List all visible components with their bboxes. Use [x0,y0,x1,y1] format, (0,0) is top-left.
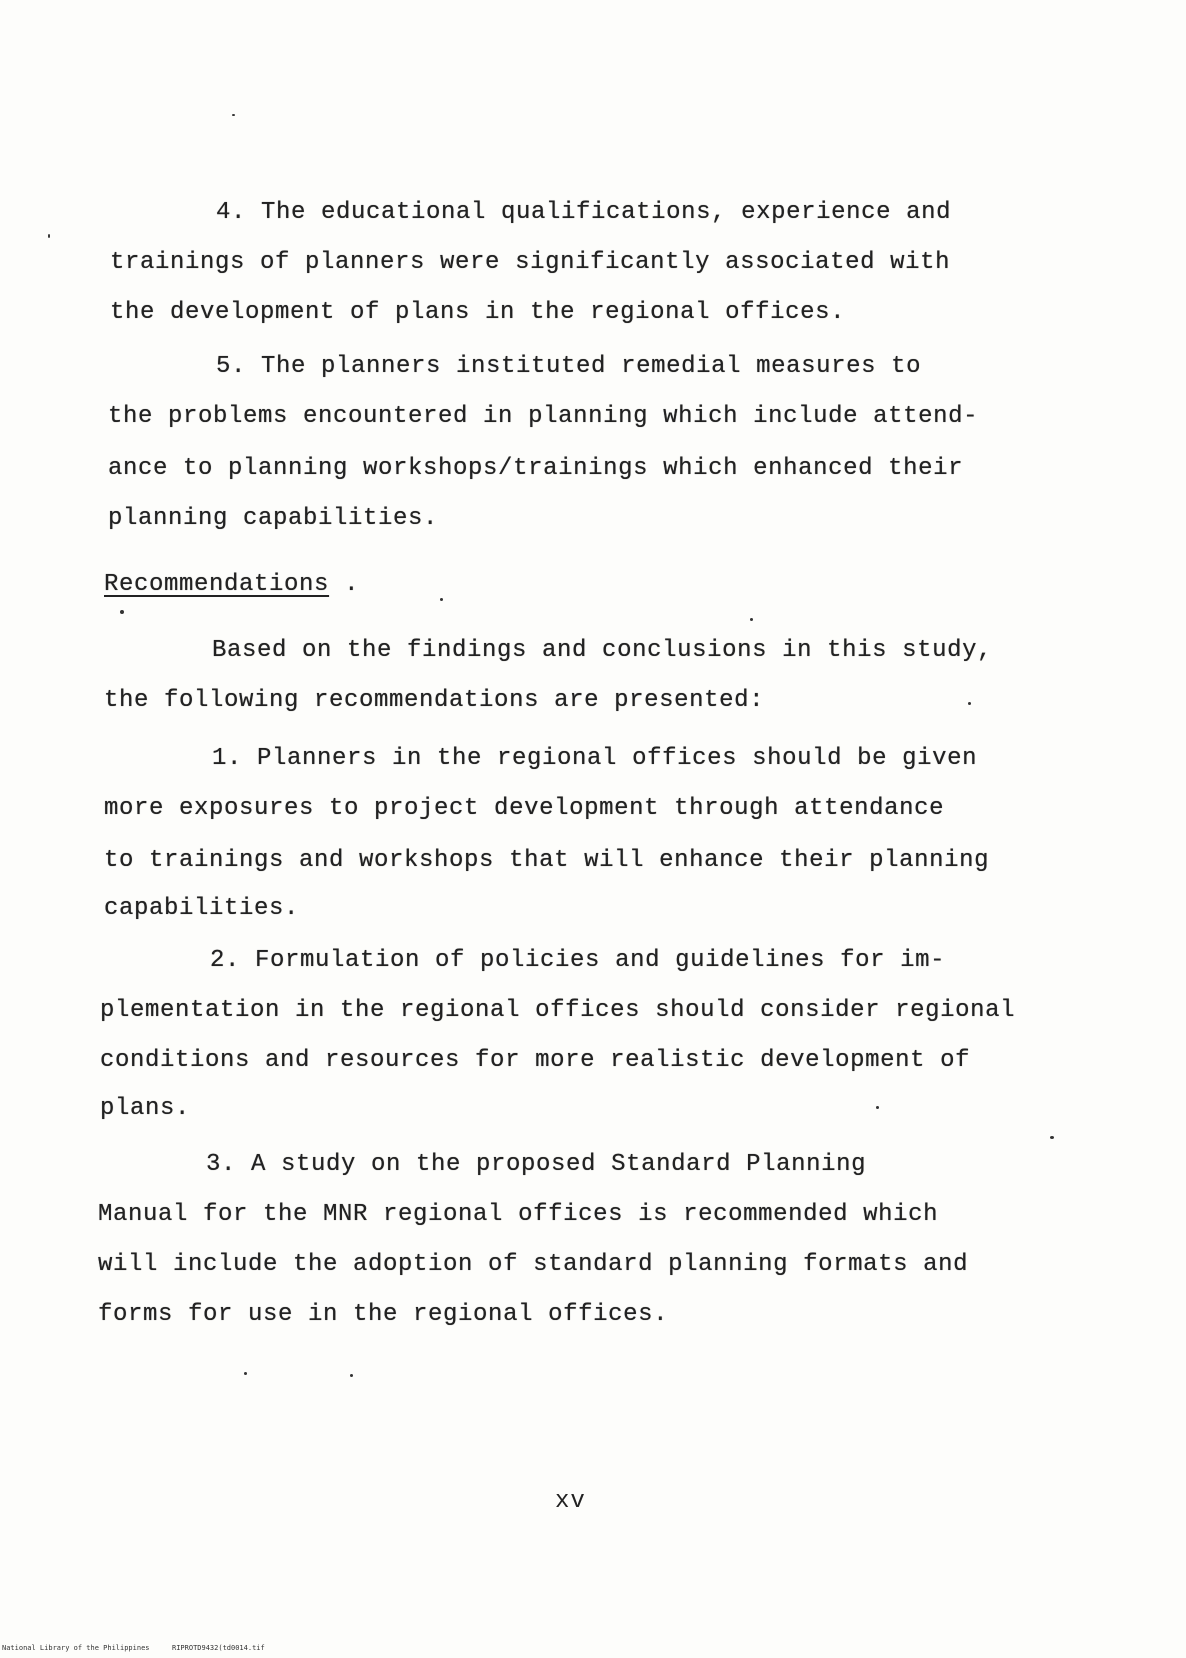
scan-speck [750,618,753,621]
conclusion-5-line-3: ance to planning workshops/trainings which enhanced their [108,455,964,482]
scan-speck [350,1374,353,1377]
rec-2-line-2: plementation in the regional offices should consider regional [100,997,1016,1024]
recommendations-heading-wrap [104,570,359,600]
intro-line-2: the following recommendations are presented: [104,687,765,714]
conclusion-5-line-4: planning capabilities. [108,505,439,532]
rec-1-line-3: to trainings and workshops that will enhance their planning [104,847,990,874]
scan-speck [232,114,235,116]
conclusion-4-line-1: 4. The educational qualifications, experience and [216,199,952,226]
footer-library-credit: National Library of the Philippines [2,1644,150,1652]
conclusion-5-line-1: 5. The planners instituted remedial measures to [216,353,922,380]
scan-speck [876,1106,879,1109]
conclusion-5-line-2: the problems encountered in planning which include attend- [108,403,979,430]
scan-speck [48,234,50,238]
rec-3-line-1: 3. A study on the proposed Standard Planning [206,1151,867,1178]
rec-1-line-1: 1. Planners in the regional offices should be given [212,745,978,772]
conclusion-4-line-2: trainings of planners were significantly associated with [110,249,951,276]
rec-2-line-3: conditions and resources for more realistic development of [100,1047,971,1074]
rec-3-line-4: forms for use in the regional offices. [98,1301,669,1328]
recommendations-heading: Recommendations [104,571,330,598]
scan-speck [120,610,124,614]
scan-speck [1050,1136,1054,1139]
rec-2-line-4: plans. [100,1095,191,1122]
recommendations-heading-punct: . [344,571,360,598]
rec-1-line-4: capabilities. [104,895,300,922]
rec-3-line-3: will include the adoption of standard planning formats and [98,1251,969,1278]
rec-3-line-2: Manual for the MNR regional offices is recommended which [98,1201,939,1228]
conclusion-4-line-3: the development of plans in the regional offices. [110,299,846,326]
rec-2-line-1: 2. Formulation of policies and guidelines for im- [210,947,946,974]
footer-file-id: RIPROTD9432(td0014.tif [172,1644,265,1652]
scan-speck [440,598,443,601]
page-number: xv [555,1488,586,1515]
rec-1-line-2: more exposures to project development through attendance [104,795,945,822]
scan-speck [244,1372,247,1375]
scan-speck [968,702,971,705]
intro-line-1: Based on the findings and conclusions in this study, [212,637,993,664]
